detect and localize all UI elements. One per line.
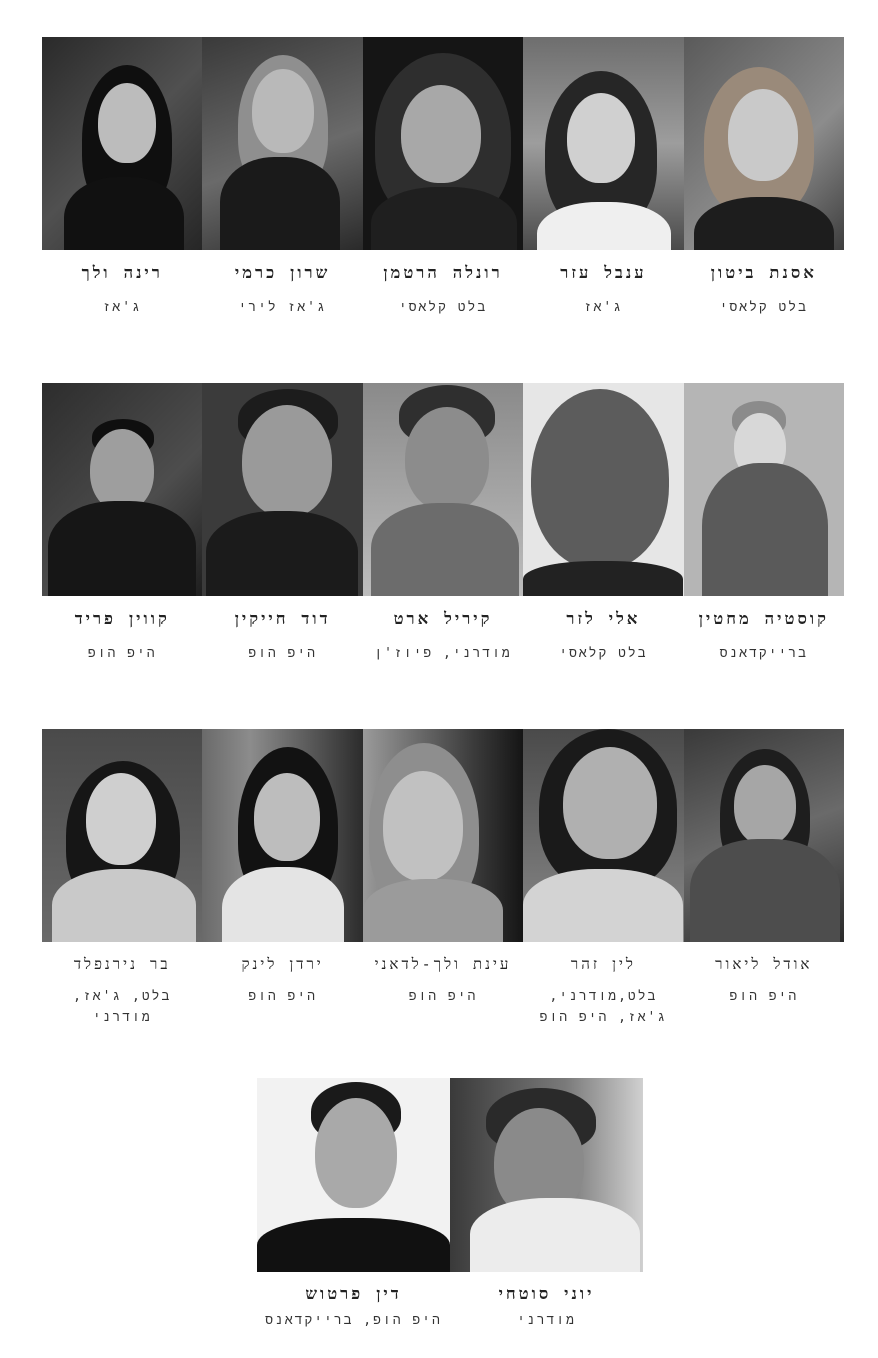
teacher-style: ג'אז לירי [238, 300, 327, 315]
teacher-style: היפ הופ, ברייקדאנס [265, 1313, 442, 1328]
teacher-style: ג'אז [583, 300, 624, 315]
teacher-card[interactable] [684, 729, 844, 1028]
teacher-name: בר נירנפלד [73, 955, 171, 973]
teacher-name: רונלה הרטמן [383, 263, 503, 282]
teachers-row-1 [42, 37, 844, 318]
teacher-card[interactable] [363, 37, 523, 318]
teacher-photo [450, 1078, 643, 1272]
teacher-card[interactable] [202, 383, 362, 664]
teacher-name: קוסטיה מחטין [698, 609, 829, 628]
teacher-photo [42, 37, 202, 250]
teacher-card[interactable] [684, 383, 844, 664]
teacher-photo [684, 37, 844, 250]
teacher-name: דוד חייקין [234, 609, 331, 628]
teacher-name: קיריל ארט [393, 609, 493, 628]
teacher-card[interactable] [523, 383, 683, 664]
teacher-card[interactable] [202, 37, 362, 318]
teacher-card[interactable] [363, 729, 523, 1028]
teacher-photo [42, 383, 202, 596]
teacher-photo [363, 383, 523, 596]
teacher-style: בלט קלאסי [398, 300, 488, 315]
teacher-card[interactable] [523, 37, 683, 318]
teacher-photo [363, 729, 523, 942]
teacher-style: היפ הופ [408, 989, 478, 1004]
teacher-card[interactable] [257, 1078, 450, 1331]
teacher-style: היפ הופ [248, 989, 317, 1004]
teachers-row-2 [42, 383, 844, 664]
teacher-style: בלט, ג'אז, מודרני [73, 989, 172, 1025]
teachers-row-3 [42, 729, 844, 1028]
teacher-photo [523, 37, 683, 250]
teacher-style: ג'אז [102, 300, 142, 315]
teacher-photo [202, 37, 362, 250]
teacher-name: אלי לזר [566, 609, 641, 628]
teacher-style: היפ הופ [729, 989, 799, 1004]
teacher-name: יוני סוטחי [498, 1284, 595, 1303]
teacher-name: עינת ולך-לדאני [374, 955, 512, 973]
teacher-name: קווין פריד [74, 609, 170, 628]
teacher-style: בלט,מודרני, ג'אז, היפ הופ [539, 989, 668, 1025]
teacher-photo [202, 383, 362, 596]
teacher-name: רינה ולך [81, 263, 163, 282]
teacher-card[interactable] [363, 383, 523, 664]
teacher-name: דין פרטוש [305, 1284, 402, 1303]
teacher-card[interactable] [523, 729, 683, 1028]
teacher-card[interactable] [42, 729, 202, 1028]
teacher-name: ירדן לינק [241, 955, 324, 973]
teacher-photo [523, 729, 683, 942]
teacher-name: אודל ליאור [715, 955, 813, 973]
teacher-style: מודרני [517, 1313, 576, 1328]
teacher-style: מודרני, פיוז'ן [374, 646, 512, 661]
teacher-card[interactable] [450, 1078, 643, 1331]
teacher-card[interactable] [42, 383, 202, 664]
teacher-name: אסנת ביטון [710, 263, 817, 282]
teacher-style: היפ הופ [248, 646, 317, 661]
teacher-name: ענבל עזר [560, 263, 647, 282]
teacher-style: היפ הופ [87, 646, 157, 661]
teacher-card[interactable] [684, 37, 844, 318]
teacher-card[interactable] [42, 37, 202, 318]
teacher-photo [684, 729, 844, 942]
teacher-name: לין זהר [570, 955, 636, 973]
teacher-photo [202, 729, 362, 942]
teacher-photo [257, 1078, 450, 1272]
teacher-name: שרון כרמי [234, 263, 331, 282]
teacher-style: בלט קלאסי [719, 300, 808, 315]
teacher-photo [363, 37, 523, 250]
teacher-card[interactable] [202, 729, 362, 1028]
teacher-style: ברייקדאנס [719, 646, 808, 661]
teacher-photo [523, 383, 683, 596]
teacher-photo [42, 729, 202, 942]
teacher-style: בלט קלאסי [559, 646, 648, 661]
teachers-row-4 [257, 1078, 643, 1331]
teacher-photo [684, 383, 844, 596]
